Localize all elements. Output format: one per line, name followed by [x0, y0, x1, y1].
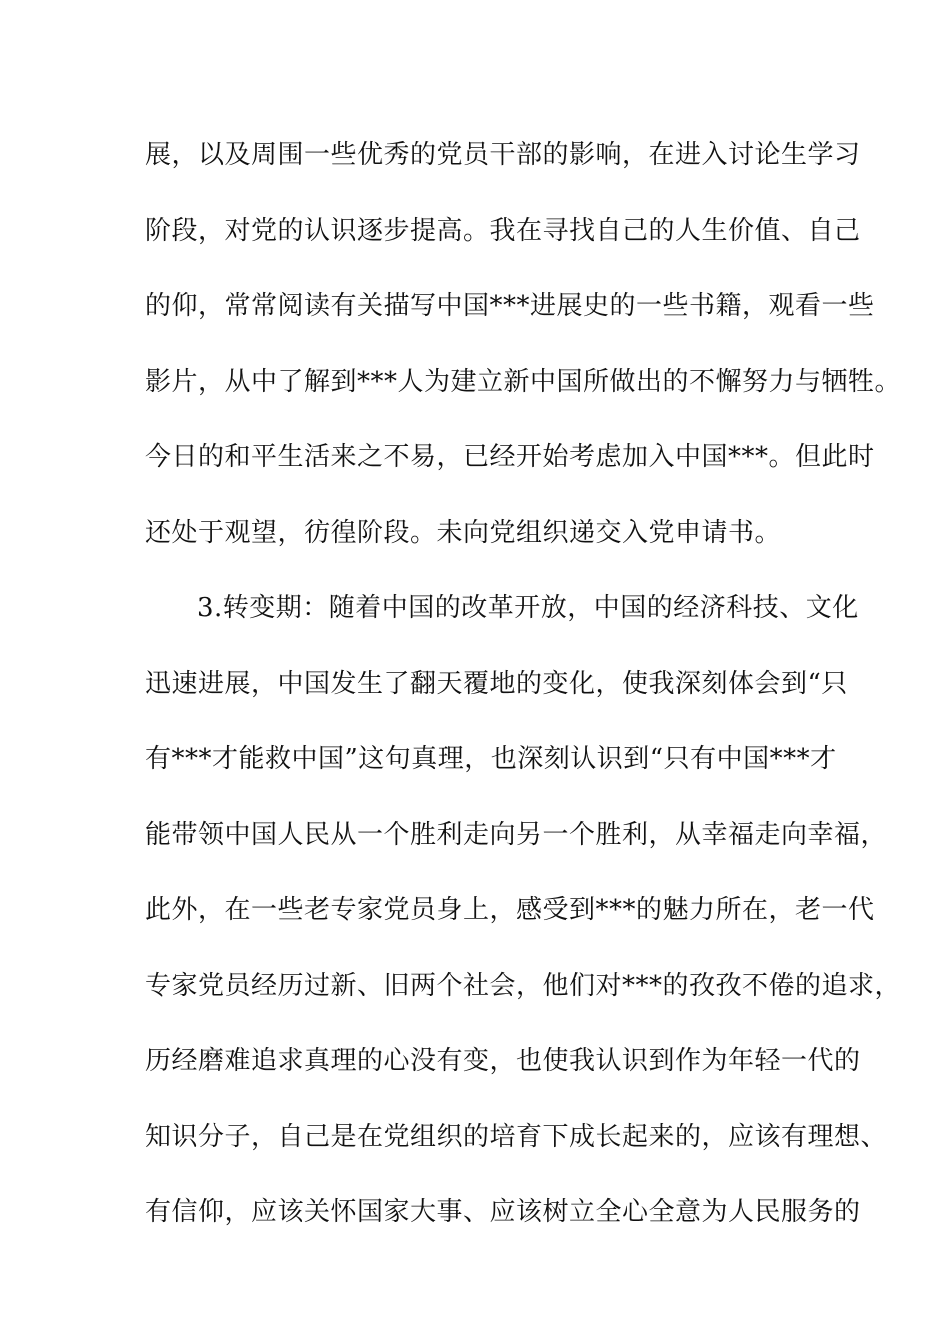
text-line: 知识分子，自己是在党组织的培育下成长起来的，应该有理想、 — [145, 1121, 888, 1152]
text-line: 有***才能救中国”这句真理，也深刻认识到“只有中国***才 — [145, 744, 837, 774]
section-heading-line: 3.转变期：随着中国的改革开放，中国的经济科技、文化 — [197, 593, 859, 623]
text-line: 影片，从中了解到***人为建立新中国所做出的不懈努力与牺牲。 — [145, 366, 902, 397]
text-line: 今日的和平生活来之不易，已经开始考虑加入中国***。但此时 — [145, 442, 875, 472]
text-line: 有信仰，应该关怀国家大事、应该树立全心全意为人民服务的 — [145, 1197, 861, 1227]
text-line: 还处于观望，彷徨阶段。未向党组织递交入党申请书。 — [145, 517, 782, 548]
text-line: 的仰，常常阅读有关描写中国***进展史的一些书籍，观看一些 — [145, 291, 875, 321]
text-line: 迅速进展，中国发生了翻天覆地的变化，使我深刻体会到“只 — [145, 668, 848, 699]
text-line: 专家党员经历过新、旧两个社会，他们对***的孜孜不倦的追求， — [145, 970, 902, 1001]
text-line: 阶段，对党的认识逐步提高。我在寻找自己的人生价值、自己 — [145, 215, 861, 246]
document-body — [145, 130, 902, 1263]
text-line: 展，以及周围一些优秀的党员干部的影响，在进入讨论生学习 — [145, 140, 861, 170]
text-line: 此外，在一些老专家党员身上，感受到***的魅力所在，老一代 — [145, 895, 875, 925]
text-line: 能带领中国人民从一个胜利走向另一个胜利，从幸福走向幸福， — [145, 819, 888, 850]
text-line: 历经磨难追求真理的心没有变，也使我认识到作为年轻一代的 — [145, 1046, 861, 1076]
